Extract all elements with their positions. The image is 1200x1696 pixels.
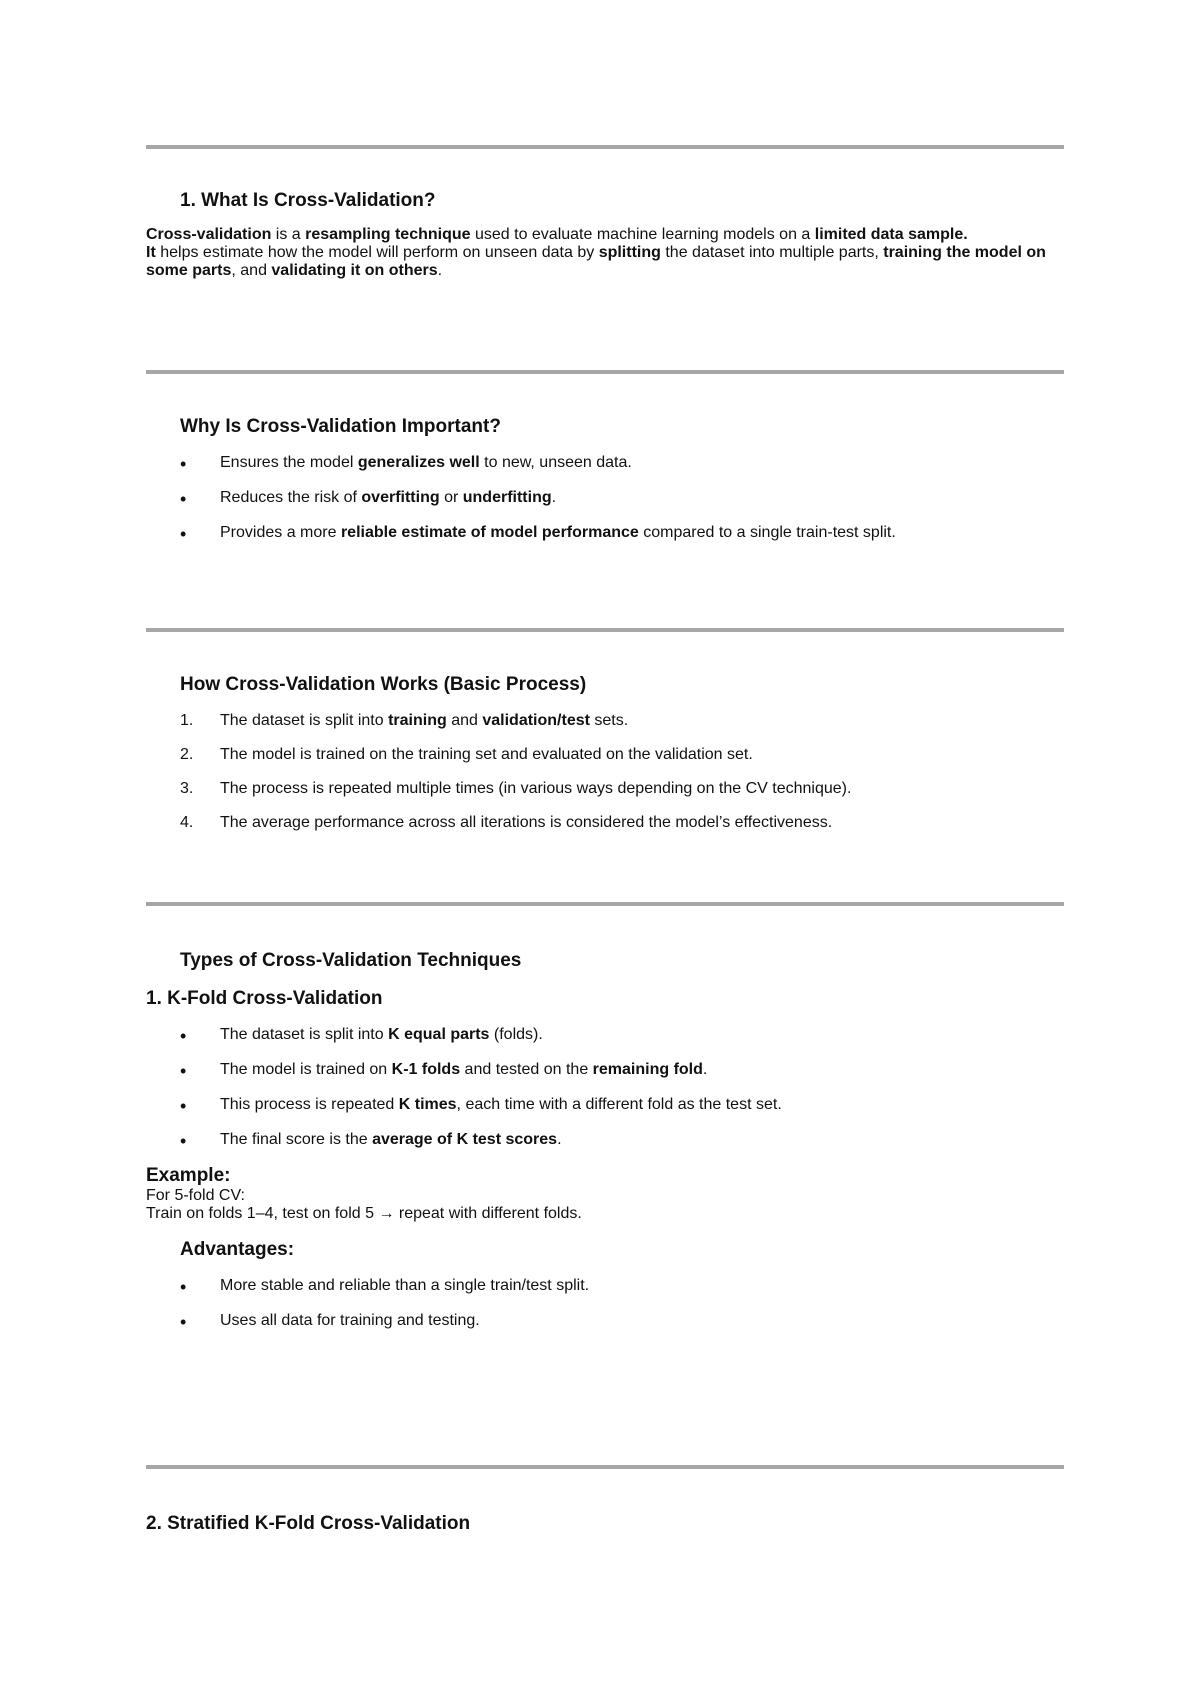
list-item	[146, 1277, 1064, 1295]
list-item	[146, 712, 1064, 730]
bold-text: splitting	[598, 244, 661, 261]
bold-text: overfitting	[361, 489, 440, 506]
bold-text: resampling technique	[305, 226, 471, 243]
horizontal-rule	[146, 902, 1064, 906]
list-number: 4.	[180, 814, 194, 831]
bullet-list	[146, 454, 1064, 542]
text: sets.	[589, 712, 629, 729]
section-types	[146, 950, 1064, 1330]
bullet-marker: •	[180, 1312, 187, 1332]
text: used to evaluate machine learning models on a	[470, 226, 815, 243]
bold-text: training	[388, 712, 447, 729]
example-line: Train on folds 1–4, test on fold 5 → repeat with different folds.	[146, 1205, 582, 1222]
list-number: 1.	[180, 712, 194, 729]
list-item	[146, 454, 1064, 472]
text: Ensures the model	[220, 454, 358, 471]
text: to new, unseen data.	[479, 454, 632, 471]
subsection-heading: 1. K-Fold Cross-Validation	[146, 988, 383, 1009]
text: .	[702, 1061, 708, 1078]
text: , each time with a different fold as the test set.	[456, 1096, 782, 1113]
text: The dataset is split into	[220, 1026, 389, 1043]
text: compared to a single train-test split.	[638, 524, 896, 541]
example-line: For 5-fold CV:	[146, 1187, 245, 1204]
text: helps estimate how the model will perform on unseen data by	[155, 244, 599, 261]
bold-text: training the model on some parts	[146, 244, 1046, 279]
bold-text: remaining fold	[592, 1061, 703, 1078]
text: or	[439, 489, 463, 506]
list-item	[146, 1312, 1064, 1330]
text: .	[437, 262, 443, 279]
text: Provides a more	[220, 524, 341, 541]
bold-text: K equal parts	[388, 1026, 490, 1043]
text: is a	[271, 226, 306, 243]
bullet-marker: •	[180, 454, 187, 474]
bullet-marker: •	[180, 1131, 187, 1151]
bullet-marker: •	[180, 1096, 187, 1116]
numbered-list	[146, 712, 1064, 832]
bold-text: validating it on others	[271, 262, 438, 279]
list-item	[146, 780, 1064, 798]
list-number: 2.	[180, 746, 194, 763]
list-number: 3.	[180, 780, 194, 797]
bullet-marker: •	[180, 1277, 187, 1297]
bold-text: underfitting	[462, 489, 552, 506]
bold-text: K times	[398, 1096, 457, 1113]
text: The process is repeated multiple times (in various ways depending on the CV technique).	[220, 780, 852, 797]
text: and tested on the	[460, 1061, 593, 1078]
bold-text: generalizes well	[357, 454, 480, 471]
section-heading: How Cross-Validation Works (Basic Process)	[180, 674, 587, 695]
text: the dataset into multiple parts,	[660, 244, 884, 261]
example-label: Example:	[146, 1165, 231, 1186]
list-item	[146, 1026, 1064, 1044]
paragraph-explanation	[146, 244, 1064, 280]
text: .	[557, 1131, 562, 1148]
section-stratified	[146, 1513, 1064, 1535]
bullet-marker: •	[180, 489, 187, 509]
text: .	[551, 489, 557, 506]
advantages-label: Advantages:	[180, 1239, 295, 1260]
list-item	[146, 1061, 1064, 1079]
text: The average performance across all iterations is considered the model’s effectiveness.	[220, 814, 833, 831]
text: Uses all data for training and testing.	[220, 1312, 480, 1329]
text: The model is trained on the training set and evaluated on the validation set.	[220, 746, 753, 763]
bold-text: validation/test	[482, 712, 590, 729]
list-item	[146, 489, 1064, 507]
text: This process is repeated	[220, 1096, 399, 1113]
text: The model is trained on	[220, 1061, 392, 1078]
horizontal-rule	[146, 628, 1064, 632]
horizontal-rule	[146, 370, 1064, 374]
bold-text: average of K test scores	[372, 1131, 558, 1148]
text: , and	[231, 262, 272, 279]
advantages-list	[146, 1277, 1064, 1330]
bullet-marker: •	[180, 1061, 187, 1081]
text: The final score is the	[220, 1131, 373, 1148]
bullet-list	[146, 1026, 1064, 1149]
list-item	[146, 524, 1064, 542]
list-item	[146, 1096, 1064, 1114]
section-heading: Types of Cross-Validation Techniques	[180, 950, 522, 971]
text: The dataset is split into	[220, 712, 389, 729]
bold-text: limited data sample.	[814, 226, 968, 243]
bold-text: Cross-validation	[146, 226, 272, 243]
section-heading: 1. What Is Cross-Validation?	[180, 190, 436, 211]
text: and	[446, 712, 483, 729]
bullet-marker: •	[180, 524, 187, 544]
paragraph-definition	[146, 226, 1064, 244]
bold-text: reliable estimate of model performance	[340, 524, 639, 541]
list-item	[146, 746, 1064, 764]
list-item	[146, 814, 1064, 832]
section-why-important	[146, 416, 1064, 542]
section-what-is-cv	[146, 190, 1064, 280]
bullet-marker: •	[180, 1026, 187, 1046]
list-item	[146, 1131, 1064, 1149]
text: More stable and reliable than a single train/test split.	[220, 1277, 590, 1294]
section-heading: 2. Stratified K-Fold Cross-Validation	[146, 1513, 471, 1534]
section-how-it-works	[146, 674, 1064, 832]
bold-text: It	[146, 244, 156, 261]
text: (folds).	[489, 1026, 543, 1043]
section-heading: Why Is Cross-Validation Important?	[180, 416, 501, 437]
horizontal-rule	[146, 1465, 1064, 1469]
horizontal-rule	[146, 145, 1064, 149]
text: Reduces the risk of	[220, 489, 362, 506]
bold-text: K-1 folds	[391, 1061, 461, 1078]
